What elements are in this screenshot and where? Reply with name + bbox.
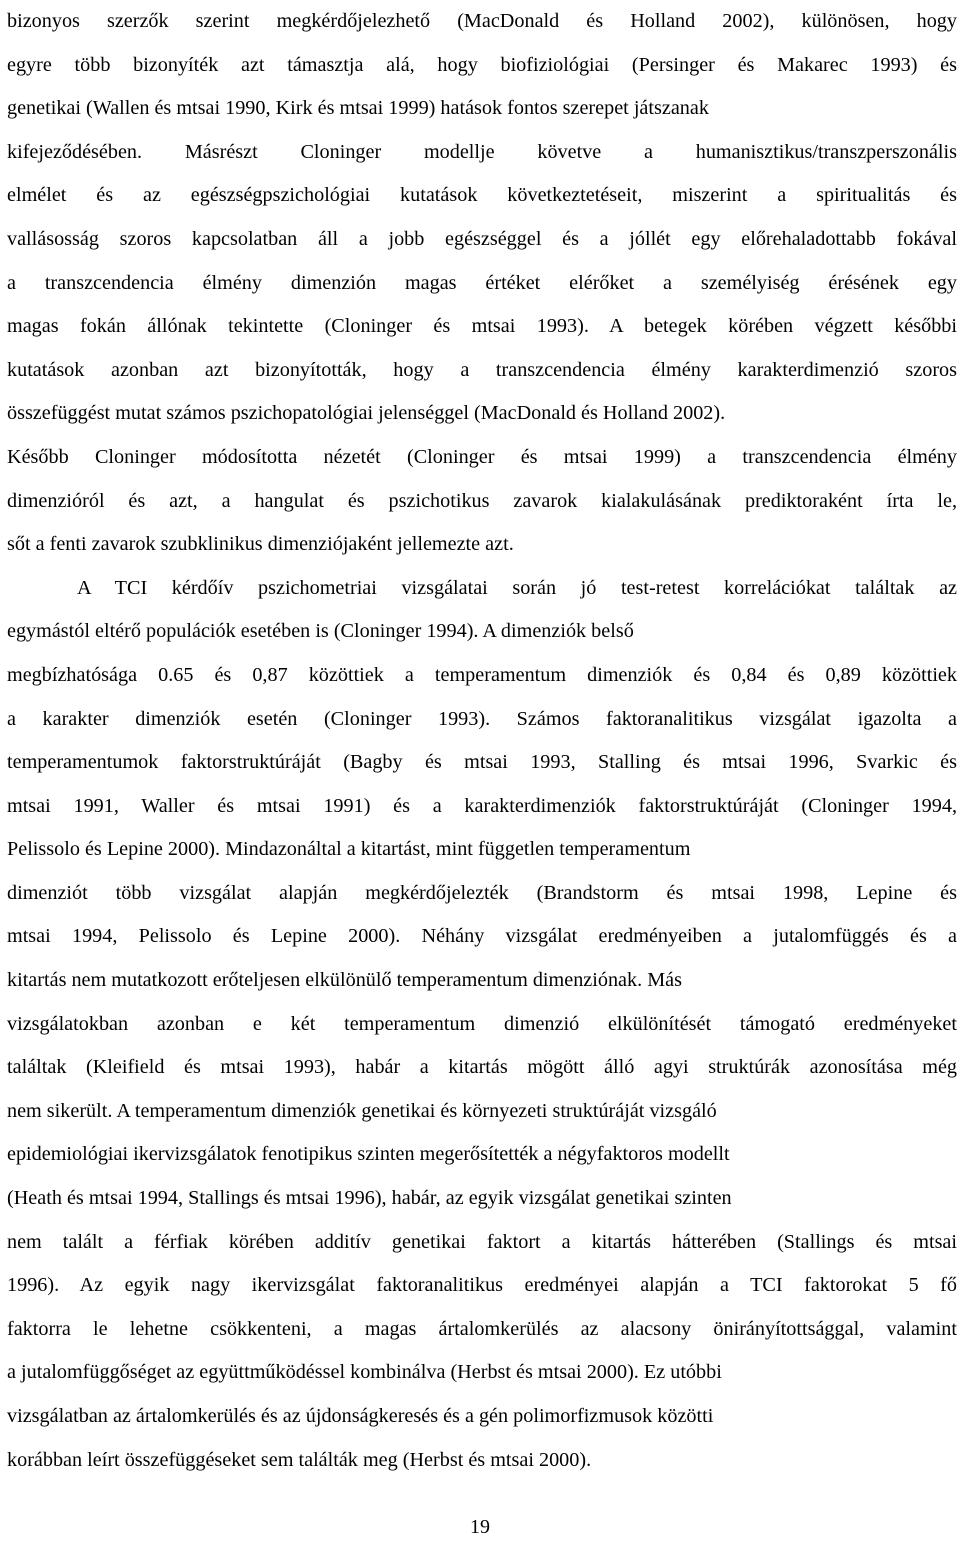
text-line: mtsai 1991, Waller és mtsai 1991) és a karakterdimenziók faktorstruktúráját (Cloninger 1994, (7, 794, 957, 817)
text-line: a jutalomfüggőséget az együttműködéssel kombinálva (Herbst és mtsai 2000). Ez utóbbi (7, 1361, 722, 1384)
text-line: kitartás nem mutatkozott erőteljesen elkülönülő temperamentum dimenziónak. Más (7, 969, 682, 992)
text-line: vizsgálatokban azonban e két temperamentum dimenzió elkülönítését támogató eredményeket (7, 1012, 957, 1035)
text-line: nem talált a férfiak körében additív genetikai faktort a kitartás hátterében (Stallings és mtsai (7, 1230, 957, 1253)
text-line: korábban leírt összefüggéseket sem találták meg (Herbst és mtsai 2000). (7, 1448, 592, 1471)
text-line: elmélet és az egészségpszichológiai kutatások következtetéseit, miszerint a spiritualitás és (7, 184, 957, 207)
text-line: magas fokán állónak tekintette (Cloninger és mtsai 1993). A betegek körében végzett későbbi (7, 315, 957, 338)
text-line: vallásosság szoros kapcsolatban áll a jobb egészséggel és a jóllét egy előrehaladottabb fokával (7, 227, 957, 250)
text-line: kutatások azonban azt bizonyították, hogy a transzcendencia élmény karakterdimenzió szoros (7, 358, 957, 381)
body-text (7, 0, 957, 1482)
text-line: temperamentumok faktorstruktúráját (Bagby és mtsai 1993, Stalling és mtsai 1996, Svarkic és (7, 751, 957, 774)
text-line: vizsgálatban az ártalomkerülés és az újdonságkeresés és a gén polimorfizmusok közötti (7, 1405, 714, 1427)
text-line: dimenziót több vizsgálat alapján megkérdőjelezték (Brandstorm és mtsai 1998, Lepine és (7, 881, 957, 904)
text-line: megbízhatósága 0.65 és 0,87 közöttiek a temperamentum dimenziók és 0,84 és 0,89 közöttiek (7, 663, 957, 686)
text-line: faktorra le lehetne csökkenteni, a magas ártalomkerülés az alacsony önirányítottsággal, valamint (7, 1317, 957, 1340)
text-line: epidemiológiai ikervizsgálatok fenotipikus szinten megerősítették a négyfaktoros modellt (7, 1143, 730, 1166)
text-line: találtak (Kleifield és mtsai 1993), habár a kitartás mögött álló agyi struktúrák azonosítása még (7, 1056, 957, 1079)
text-line: 1996). Az egyik nagy ikervizsgálat faktoranalitikus eredményei alapján a TCI faktorokat 5 fő (7, 1274, 957, 1297)
text-line: mtsai 1994, Pelissolo és Lepine 2000). Néhány vizsgálat eredményeiben a jutalomfüggés és a (7, 925, 957, 948)
text-line: genetikai (Wallen és mtsai 1990, Kirk és mtsai 1999) hatások fontos szerepet játszanak (7, 97, 709, 120)
page-number: 19 (470, 1516, 490, 1538)
text-line: bizonyos szerzők szerint megkérdőjelezhető (MacDonald és Holland 2002), különösen, hogy (7, 10, 957, 32)
text-line: a karakter dimenziók esetén (Cloninger 1993). Számos faktoranalitikus vizsgálat igazolta a (7, 707, 957, 730)
text-line: Pelissolo és Lepine 2000). Mindazonáltal a kitartást, mint független temperamentum (7, 838, 691, 861)
text-line: A TCI kérdőív pszichometriai vizsgálatai során jó test-retest korrelációkat találtak az (77, 576, 957, 599)
text-line: dimenzióról és azt, a hangulat és pszichotikus zavarok kialakulásának prediktoraként írta le, (7, 489, 957, 512)
text-line: Később Cloninger módosította nézetét (Cloninger és mtsai 1999) a transzcendencia élmény (7, 445, 957, 468)
text-line: (Heath és mtsai 1994, Stallings és mtsai 1996), habár, az egyik vizsgálat genetikai szinten (7, 1187, 732, 1210)
text-line: összefüggést mutat számos pszichopatológiai jelenséggel (MacDonald és Holland 2002). (7, 402, 726, 425)
text-line: sőt a fenti zavarok szubklinikus dimenziójaként jellemezte azt. (7, 533, 514, 556)
text-line: kifejeződésében. Másrészt Cloninger modellje követve a humanisztikus/transzperszonális (7, 140, 957, 163)
text-line: a transzcendencia élmény dimenzión magas értéket elérőket a személyiség érésének egy (7, 271, 957, 294)
text-line: nem sikerült. A temperamentum dimenziók genetikai és környezeti struktúráját vizsgáló (7, 1099, 717, 1122)
text-line: egyre több bizonyíték azt támasztja alá, hogy biofiziológiai (Persinger és Makarec 1993) és (7, 53, 957, 76)
text-line: egymástól eltérő populációk esetében is (Cloninger 1994). A dimenziók belső (7, 620, 634, 643)
